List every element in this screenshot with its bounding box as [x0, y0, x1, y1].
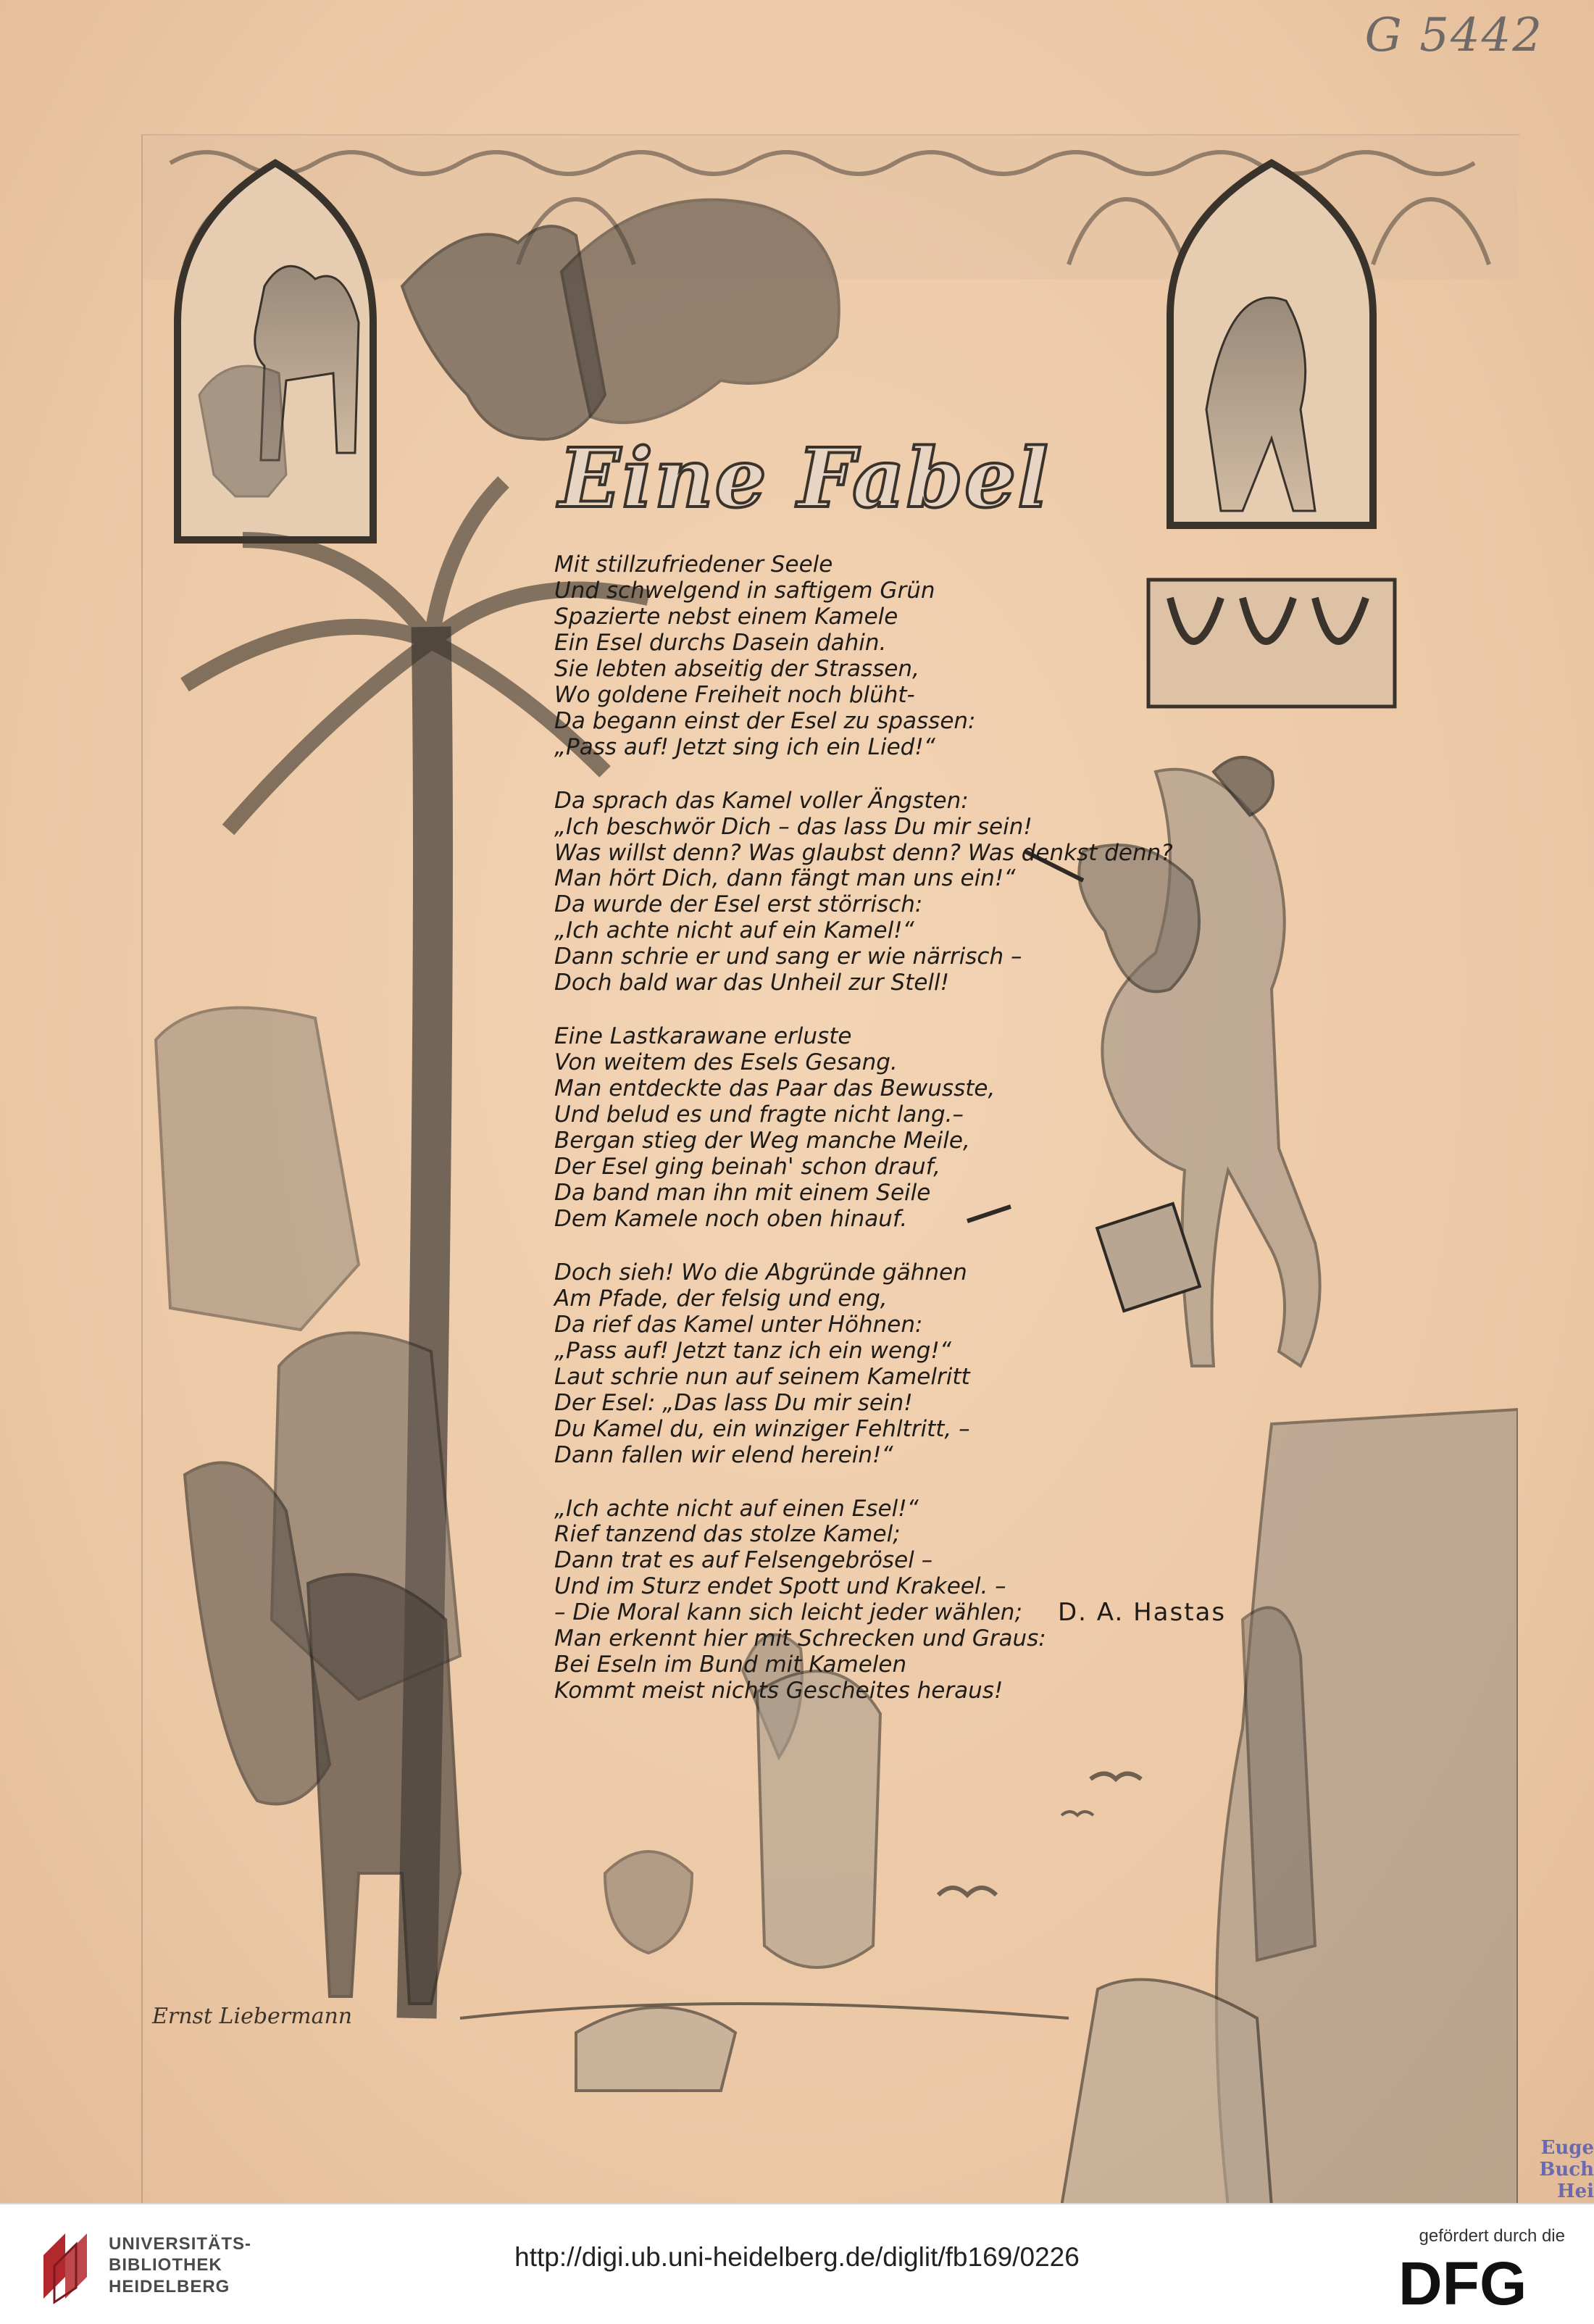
- poem-line: Und im Sturz endet Spott und Krakeel. –: [554, 1573, 1006, 1600]
- shelfmark-annotation: G 5442: [1364, 9, 1543, 62]
- sponsor-label: gefördert durch die: [1419, 2226, 1565, 2246]
- poem-line: Wo goldene Freiheit noch blüht-: [554, 681, 915, 708]
- poem-line: Und belud es und fragte nicht lang.–: [554, 1101, 964, 1128]
- dfg-logo-icon: [1398, 2254, 1565, 2312]
- right-arch-dancing-animals-panel: [1170, 163, 1373, 525]
- stanza-4: [554, 1260, 1279, 1469]
- stamp-line: Hei: [1557, 2180, 1594, 2202]
- digitization-footer: [0, 2203, 1594, 2324]
- dfg-logo-text: DFG: [1398, 2254, 1527, 2312]
- stanza-3: [554, 1024, 1279, 1233]
- poem-line: Mit stillzufriedener Seele: [554, 551, 833, 578]
- poem-line: Von weitem des Esels Gesang.: [554, 1049, 898, 1076]
- poem-line: Dann trat es auf Felsengebrösel –: [554, 1547, 933, 1574]
- poem-line: Da rief das Kamel unter Höhnen:: [554, 1311, 923, 1338]
- poem-line: Dem Kamele noch oben hinauf.: [554, 1205, 908, 1232]
- poem-line: Spazierte nebst einem Kamele: [554, 603, 898, 630]
- poem-line: Da wurde der Esel erst störrisch:: [554, 891, 923, 918]
- poem-line: Laut schrie nun auf seinem Kamelritt: [554, 1363, 970, 1390]
- poem-line: Rief tanzend das stolze Kamel;: [554, 1521, 901, 1548]
- poem-line: Da sprach das Kamel voller Ängsten:: [554, 787, 969, 814]
- poem-line: Am Pfade, der felsig und eng,: [554, 1285, 888, 1312]
- poem-line: Sie lebten abseitig der Strassen,: [554, 655, 919, 682]
- poem-line: Man entdeckte das Paar das Bewusste,: [554, 1075, 996, 1102]
- artist-signature: Ernst Liebermann: [152, 2004, 353, 2029]
- poem-line: Dann schrie er und sang er wie närrisch –: [554, 944, 1022, 970]
- poem-line: Kommt meist nichts Gescheites heraus!: [554, 1678, 1003, 1704]
- left-arch-camel-donkey-panel: [178, 163, 373, 540]
- poem-line: „Pass auf! Jetzt sing ich ein Lied!“: [554, 733, 935, 760]
- poem-line: Da begann einst der Esel zu spassen:: [554, 707, 976, 734]
- poem-line: Man erkennt hier mit Schrecken und Graus:: [554, 1625, 1046, 1652]
- poem-line: Der Esel ging beinah' schon drauf,: [554, 1154, 940, 1180]
- library-stamp: [1529, 2138, 1594, 2207]
- poem-line: Dann fallen wir elend herein!“: [554, 1441, 893, 1468]
- poem-line: Da band man ihn mit einem Seile: [554, 1179, 931, 1206]
- poem-line: Man hört Dich, dann fängt man uns ein!“: [554, 865, 1016, 892]
- poem-author: D. A. Hastas: [1058, 1598, 1227, 1627]
- poem-line: „Pass auf! Jetzt tanz ich ein weng!“: [554, 1337, 951, 1364]
- fable-title: Eine Fabel: [559, 431, 1050, 526]
- library-name-line: UNIVERSITÄTS-: [109, 2234, 252, 2254]
- poem-line: Du Kamel du, ein winziger Fehltritt, –: [554, 1415, 970, 1442]
- permalink-url[interactable]: http://digi.ub.uni-heidelberg.de/diglit/fb169/0226: [514, 2242, 1080, 2272]
- stanza-2: [554, 788, 1279, 997]
- poem-line: Doch bald war das Unheil zur Stell!: [554, 970, 950, 996]
- poem-line: Der Esel: „Das lass Du mir sein!: [554, 1389, 913, 1416]
- poem-line: Bergan stieg der Weg manche Meile,: [554, 1128, 970, 1154]
- poem-line: Ein Esel durchs Dasein dahin.: [554, 629, 887, 656]
- stamp-line: Buch: [1539, 2158, 1594, 2181]
- poem-line: Eine Lastkarawane erluste: [554, 1023, 852, 1050]
- poem-line: Und schwelgend in saftigem Grün: [554, 577, 935, 604]
- poem-line: Bei Eseln im Bund mit Kamelen: [554, 1652, 907, 1678]
- poem-line: – Die Moral kann sich leicht jeder wählen;: [554, 1599, 1022, 1626]
- poem-line: „Ich beschwör Dich – das lass Du mir sein!: [554, 813, 1032, 840]
- poem-line: Doch sieh! Wo die Abgründe gähnen: [554, 1259, 967, 1286]
- stamp-line: Euge: [1540, 2138, 1594, 2159]
- library-name-line: HEIDELBERG: [109, 2276, 230, 2296]
- poem-line: Was willst denn? Was glaubst denn? Was denkst denn?: [554, 839, 1173, 866]
- stanza-1: [554, 552, 1279, 761]
- poem-line: „Ich achte nicht auf ein Kamel!“: [554, 917, 914, 944]
- library-name-line: BIBLIOTHEK: [109, 2255, 222, 2275]
- poem-line: „Ich achte nicht auf einen Esel!“: [554, 1495, 919, 1522]
